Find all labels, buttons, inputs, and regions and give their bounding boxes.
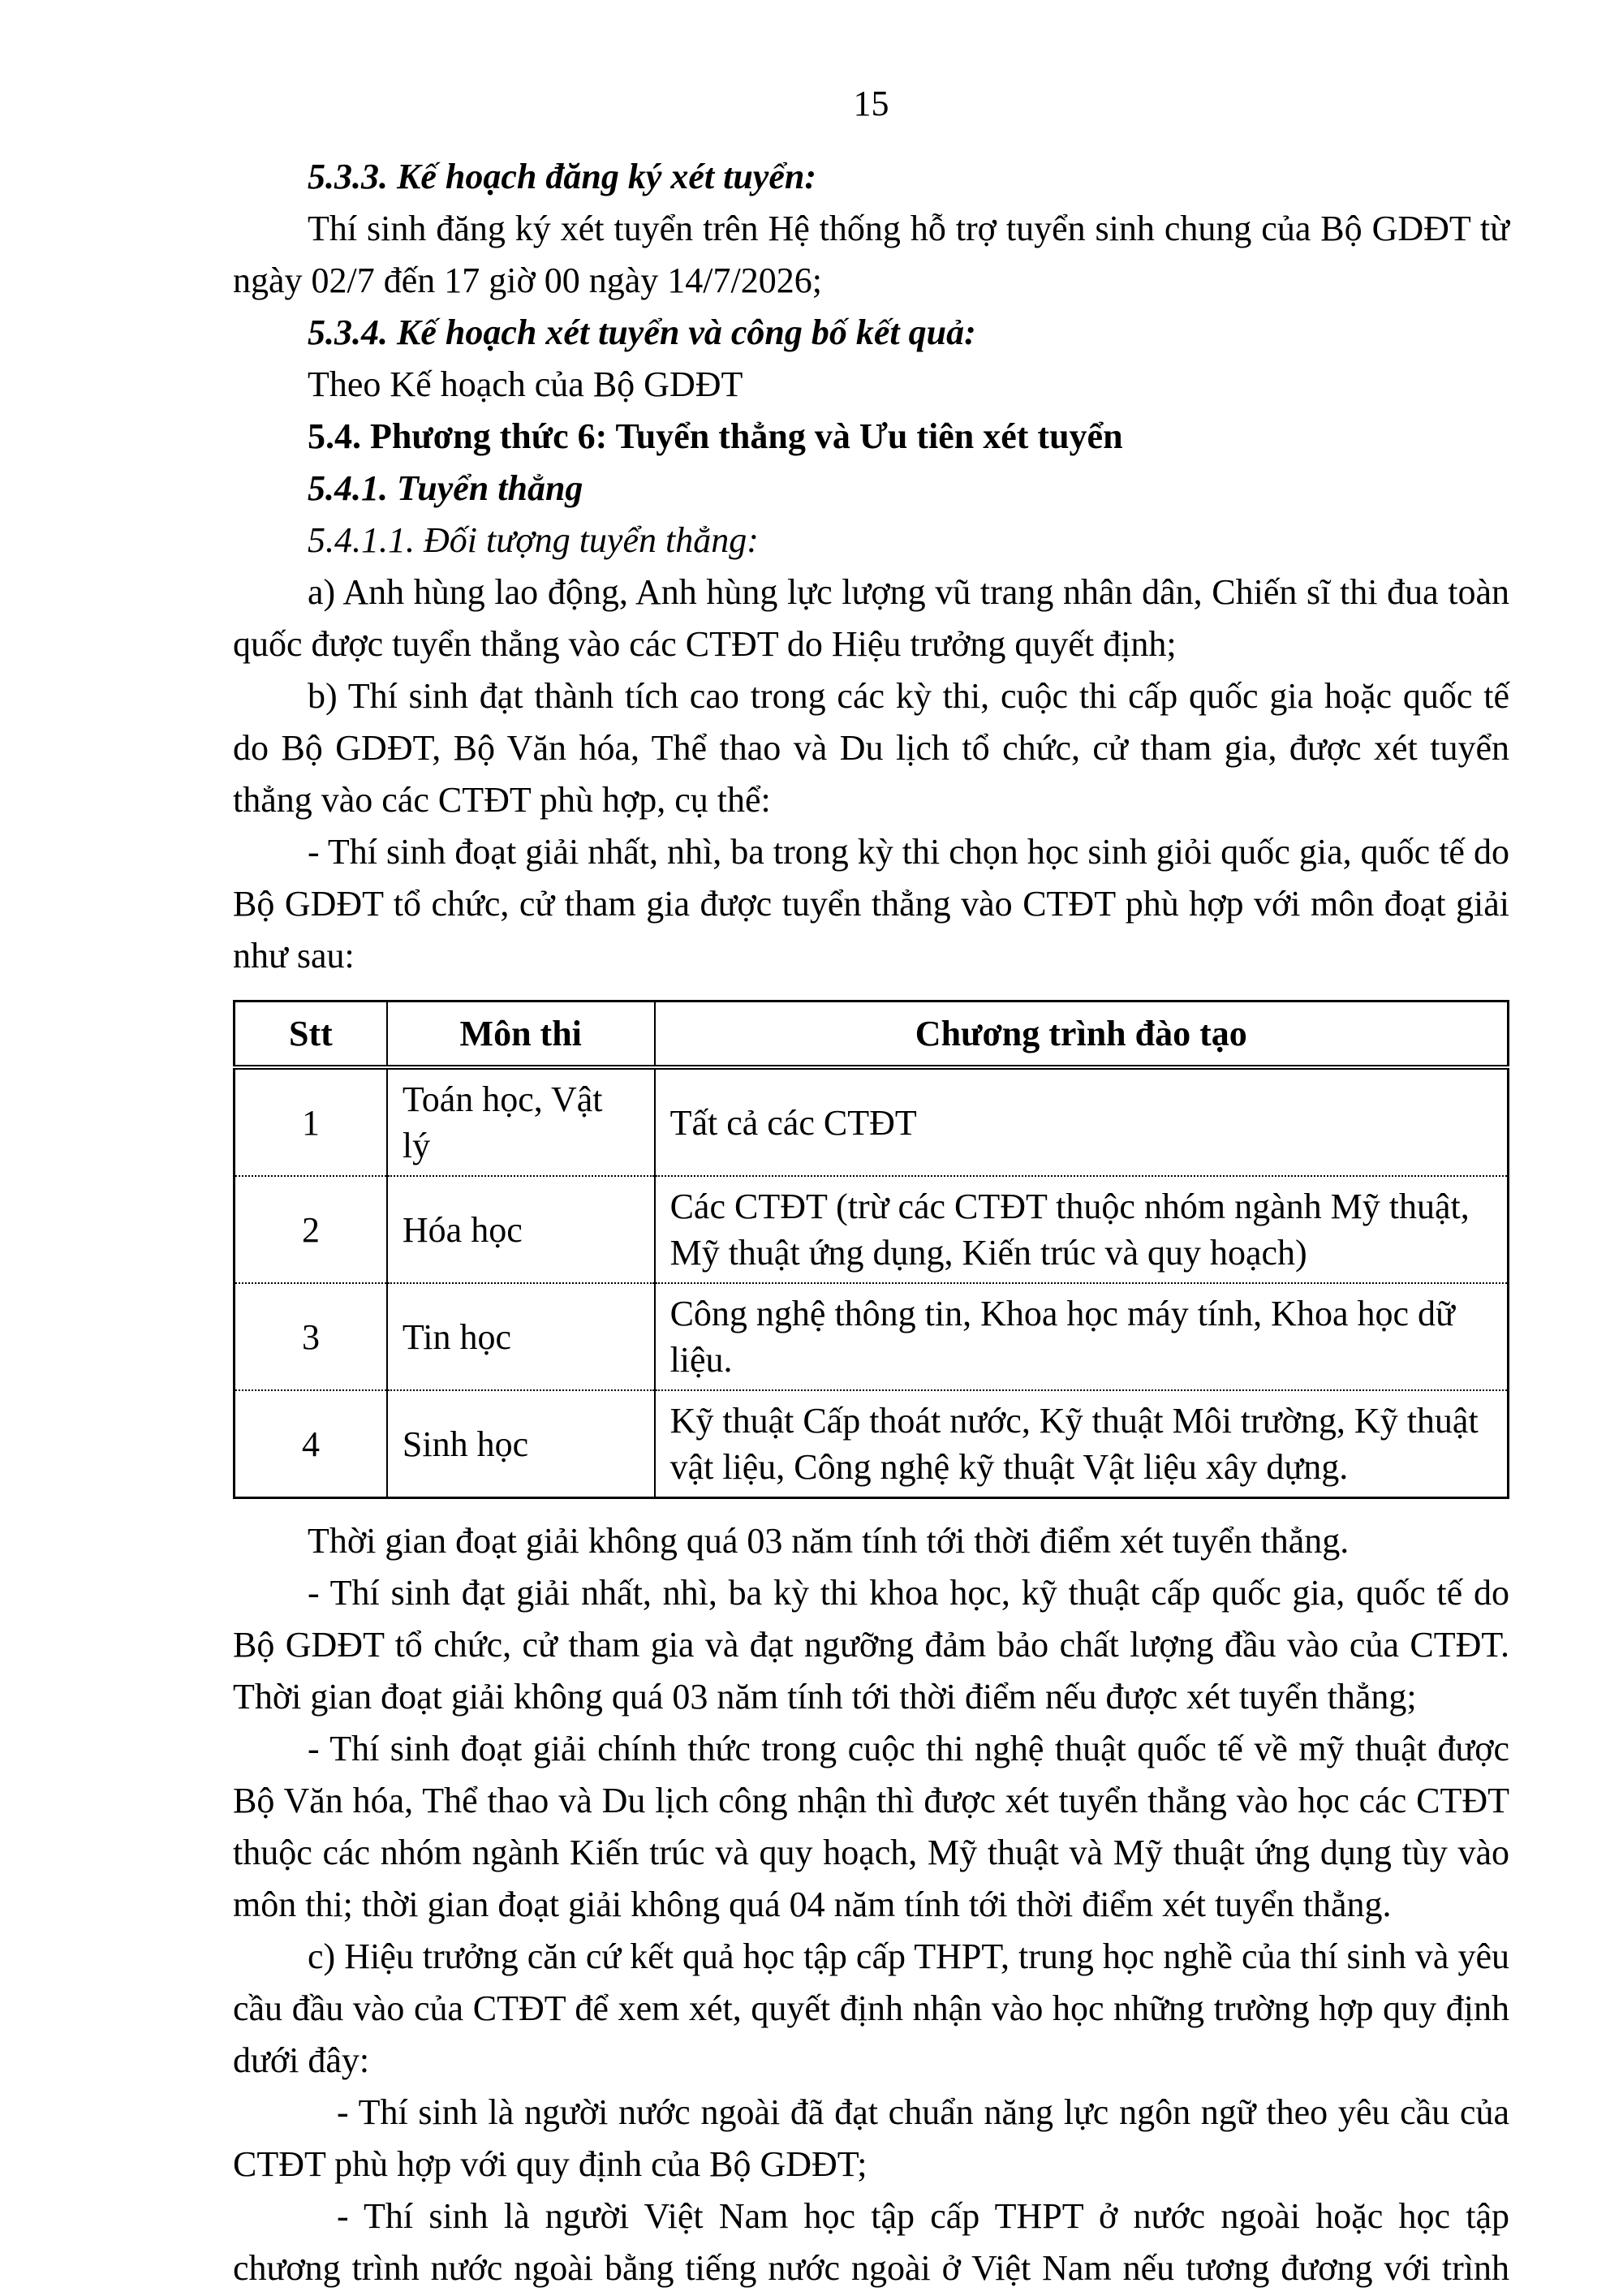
heading-5-4-1: 5.4.1. Tuyển thẳng: [308, 468, 583, 508]
cell-stt: 3: [235, 1283, 387, 1390]
paragraph-dash-foreign-student: - Thí sinh là người nước ngoài đã đạt chuẩn năng lực ngôn ngữ theo yêu cầu của CTĐT phù hợp với quy định của Bộ GDĐT;: [233, 2092, 1509, 2184]
heading-5-3-4: 5.3.4. Kế hoạch xét tuyển và công bố kết quả:: [308, 312, 976, 352]
table-row: [235, 1283, 1509, 1390]
paragraph-dash-vietnamese-abroad: - Thí sinh là người Việt Nam học tập cấp THPT ở nước ngoài hoặc học tập chương trình nước ngoài bằng tiếng nước ngoài ở Việt Nam nếu tương đương với trình: [233, 2196, 1509, 2288]
heading-5-4-1-1: 5.4.1.1. Đối tượng tuyển thẳng:: [308, 520, 759, 560]
cell-chuong-trinh: Công nghệ thông tin, Khoa học máy tính, Khoa học dữ liệu.: [655, 1283, 1509, 1390]
paragraph-registration-plan: Thí sinh đăng ký xét tuyển trên Hệ thống hỗ trợ tuyển sinh chung của Bộ GDĐT từ ngày 02/7 đến 17 giờ 00 ngày 14/7/2026;: [233, 209, 1509, 300]
subject-program-table: [233, 1000, 1509, 1499]
table-row: [235, 1067, 1509, 1176]
cell-chuong-trinh: Các CTĐT (trừ các CTĐT thuộc nhóm ngành Mỹ thuật, Mỹ thuật ứng dụng, Kiến trúc và quy hoạch): [655, 1176, 1509, 1283]
header-cell-stt: Stt: [235, 1002, 387, 1068]
heading-5-4: 5.4. Phương thức 6: Tuyển thẳng và Ưu tiên xét tuyển: [308, 416, 1123, 456]
paragraph-item-a: a) Anh hùng lao động, Anh hùng lực lượng vũ trang nhân dân, Chiến sĩ thi đua toàn quốc được tuyển thẳng vào các CTĐT do Hiệu trưởng quyết định;: [233, 572, 1509, 664]
header-cell-mon-thi: Môn thi: [387, 1002, 655, 1068]
paragraph-moet-plan: Theo Kế hoạch của Bộ GDĐT: [308, 364, 743, 404]
paragraph-dash-science-contest: - Thí sinh đạt giải nhất, nhì, ba kỳ thi khoa học, kỹ thuật cấp quốc gia, quốc tế do Bộ GDĐT tổ chức, cử tham gia và đạt ngưỡng đảm bảo chất lượng đầu vào của CTĐT. Thời gian đoạt giải không quá 03 năm tính tới thời điểm nếu được xét tuyển thẳng;: [233, 1573, 1509, 1717]
table-row: [235, 1390, 1509, 1498]
page-number: 15: [853, 84, 889, 123]
table-header-row: [235, 1002, 1509, 1068]
paragraph-item-c: c) Hiệu trưởng căn cứ kết quả học tập cấp THPT, trung học nghề của thí sinh và yêu cầu đầu vào của CTĐT để xem xét, quyết định nhận vào học những trường hợp quy định dưới đây:: [233, 1936, 1509, 2080]
paragraph-award-time-limit: Thời gian đoạt giải không quá 03 năm tính tới thời điểm xét tuyển thẳng.: [308, 1521, 1350, 1561]
cell-stt: 2: [235, 1176, 387, 1283]
cell-mon-thi: Sinh học: [387, 1390, 655, 1498]
paragraph-dash-art-contest: - Thí sinh đoạt giải chính thức trong cuộc thi nghệ thuật quốc tế về mỹ thuật được Bộ Văn hóa, Thể thao và Du lịch công nhận thì được xét tuyển thẳng vào học các CTĐT thuộc các nhóm ngành Kiến trúc và quy hoạch, Mỹ thuật và Mỹ thuật ứng dụng tùy vào môn thi; thời gian đoạt giải không quá 04 năm tính tới thời điểm xét tuyển thẳng.: [233, 1729, 1509, 1924]
cell-mon-thi: Toán học, Vật lý: [387, 1067, 655, 1176]
cell-chuong-trinh: Tất cả các CTĐT: [655, 1067, 1509, 1176]
header-cell-chuong-trinh: Chương trình đào tạo: [655, 1002, 1509, 1068]
cell-mon-thi: Hóa học: [387, 1176, 655, 1283]
cell-stt: 1: [235, 1067, 387, 1176]
cell-mon-thi: Tin học: [387, 1283, 655, 1390]
heading-5-3-3: 5.3.3. Kế hoạch đăng ký xét tuyển:: [308, 157, 816, 196]
paragraph-item-b: b) Thí sinh đạt thành tích cao trong các kỳ thi, cuộc thi cấp quốc gia hoặc quốc tế do Bộ GDĐT, Bộ Văn hóa, Thể thao và Du lịch tổ chức, cử tham gia, được xét tuyển thẳng vào các CTĐT phù hợp, cụ thể:: [233, 676, 1509, 820]
cell-chuong-trinh: Kỹ thuật Cấp thoát nước, Kỹ thuật Môi trường, Kỹ thuật vật liệu, Công nghệ kỹ thuật Vật liệu xây dựng.: [655, 1390, 1509, 1498]
table-row: [235, 1176, 1509, 1283]
table-header: [235, 1002, 1509, 1068]
paragraph-dash-national-olympiad: - Thí sinh đoạt giải nhất, nhì, ba trong kỳ thi chọn học sinh giỏi quốc gia, quốc tế do Bộ GDĐT tổ chức, cử tham gia được tuyển thẳng vào CTĐT phù hợp với môn đoạt giải như sau:: [233, 832, 1509, 976]
cell-stt: 4: [235, 1390, 387, 1498]
